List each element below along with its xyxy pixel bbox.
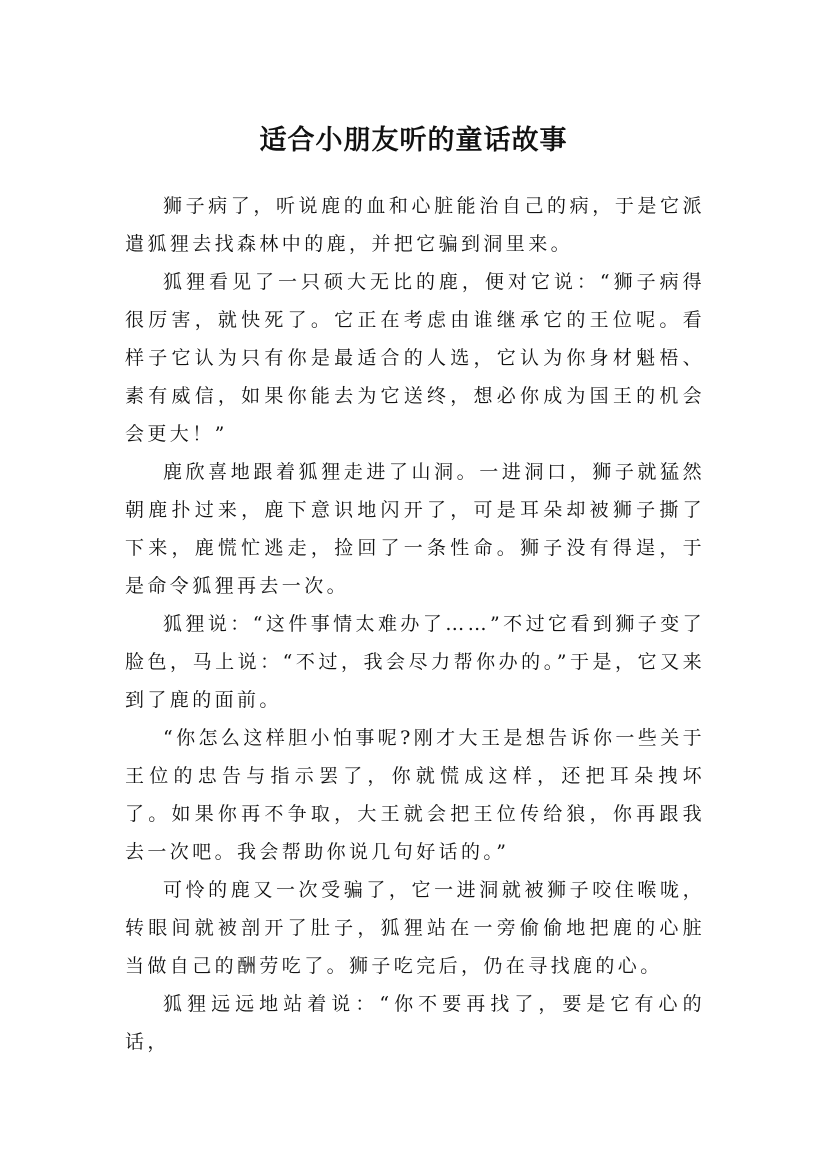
story-paragraph-1: 狮子病了，听说鹿的血和心脏能治自己的病，于是它派遣狐狸去找森林中的鹿，并把它骗到洞里来。 (125, 195, 705, 255)
document-title: 适合小朋友听的童话故事 (259, 125, 568, 157)
story-paragraph-5: “你怎么这样胆小怕事呢?刚才大王是想告诉你一些关于王位的忠告与指示罢了，你就慌成这样，还把耳朵拽坏了。如果你再不争取，大王就会把王位传给狼，你再跟我去一次吧。我会帮助你说几句好话的。” (125, 727, 705, 863)
story-paragraph-2: 狐狸看见了一只硕大无比的鹿，便对它说：“狮子病得很厉害，就快死了。它正在考虑由谁继承它的王位呢。看样子它认为只有你是最适合的人选，它认为你身材魁梧、素有威信，如果你能去为它送终，想必你成为国王的机会会更大！” (125, 271, 705, 445)
story-paragraph-4: 狐狸说：“这件事情太难办了……”不过它看到狮子变了脸色，马上说：“不过，我会尽力帮你办的。”于是，它又来到了鹿的面前。 (125, 613, 705, 711)
story-body (125, 187, 705, 1061)
story-paragraph-7: 狐狸远远地站着说：“你不要再找了，要是它有心的话， (125, 993, 705, 1053)
story-paragraph-6: 可怜的鹿又一次受骗了，它一进洞就被狮子咬住喉咙，转眼间就被剖开了肚子，狐狸站在一旁偷偷地把鹿的心脏当做自己的酬劳吃了。狮子吃完后，仍在寻找鹿的心。 (125, 879, 705, 977)
story-paragraph-3: 鹿欣喜地跟着狐狸走进了山洞。一进洞口，狮子就猛然朝鹿扑过来，鹿下意识地闪开了，可是耳朵却被狮子撕了下来，鹿慌忙逃走，捡回了一条性命。狮子没有得逞，于是命令狐狸再去一次。 (125, 461, 705, 597)
